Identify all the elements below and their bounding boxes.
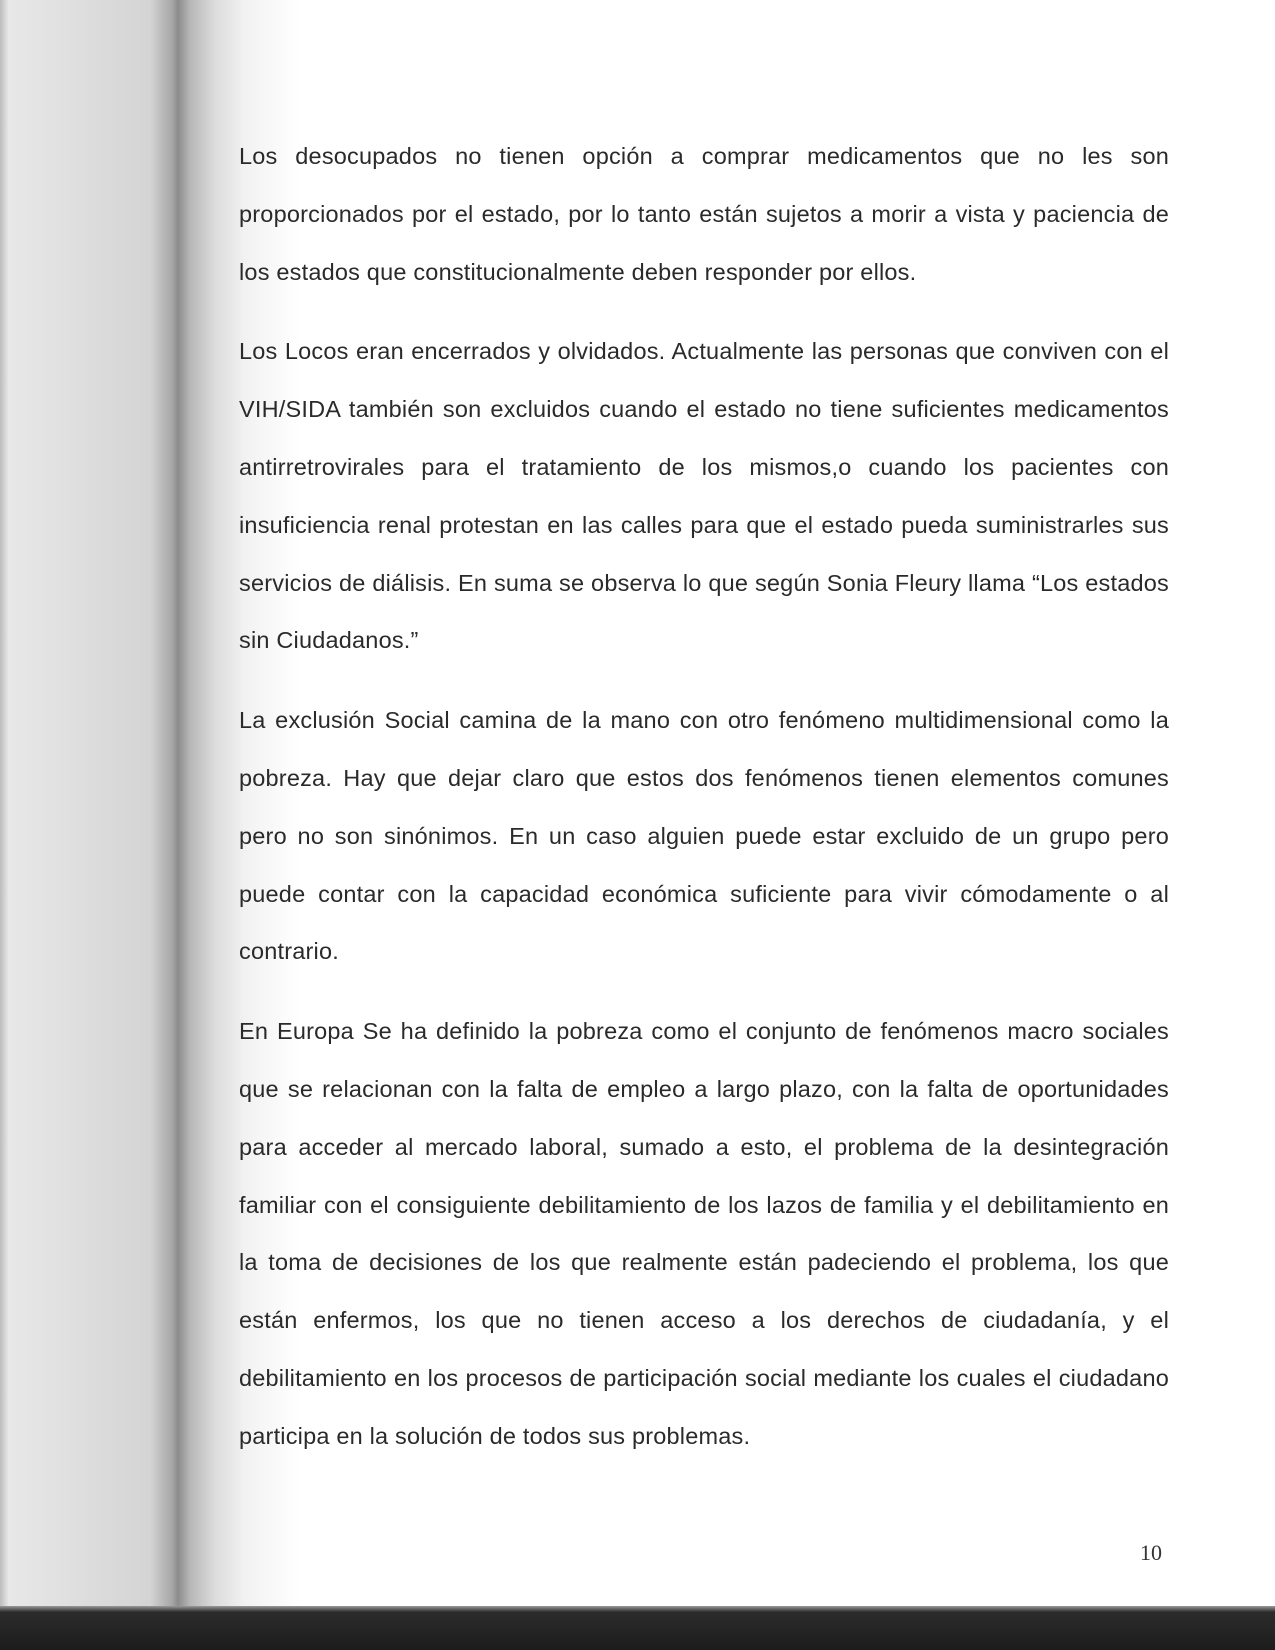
paragraph-europa-pobreza: En Europa Se ha definido la pobreza como el conjunto de fenómenos macro sociales que se relacionan con la falta de empleo a largo plazo, con la falta de oportunidades para acceder al mercado laboral, sumado a esto, el problema de la desintegración familiar con el consiguiente debilitamiento de los lazos de familia y el debilitamiento en la toma de decisiones de los que realmente están padeciendo el problema, los que están enfermos, los que no tienen acceso a los derechos de ciudadanía, y el debilitamiento en los procesos de participación social mediante los cuales el ciudadano participa en la solución de todos sus problemas. xyxy=(239,1018,1169,1449)
page-number: 10 xyxy=(1140,1540,1162,1565)
paragraph-exclusion-social: La exclusión Social camina de la mano con otro fenómeno multidimensional como la pobreza. Hay que dejar claro que estos dos fenómenos tienen elementos comunes pero no son sinónimos. En un caso alguien puede estar excluido de un grupo pero puede contar con la capacidad económica suficiente para vivir cómodamente o al contrario. xyxy=(239,707,1169,965)
scan-bottom-border xyxy=(0,1606,1275,1650)
paragraph-desocupados: Los desocupados no tienen opción a comprar medicamentos que no les son proporcionados por el estado, por lo tanto están sujetos a morir a vista y paciencia de los estados que constitucionalmente deben responder por ellos. xyxy=(239,143,1169,285)
page-edge xyxy=(0,0,8,1650)
document-body xyxy=(239,128,1169,1466)
paragraph-locos: Los Locos eran encerrados y olvidados. Actualmente las personas que conviven con el VIH/SIDA también son excluidos cuando el estado no tiene suficientes medicamentos antirretrovirales para el tratamiento de los mismos,o cuando los pacientes con insuficiencia renal protestan en las calles para que el estado pueda suministrarles sus servicios de diálisis. En suma se observa lo que según Sonia Fleury llama “Los estados sin Ciudadanos.” xyxy=(239,338,1169,654)
